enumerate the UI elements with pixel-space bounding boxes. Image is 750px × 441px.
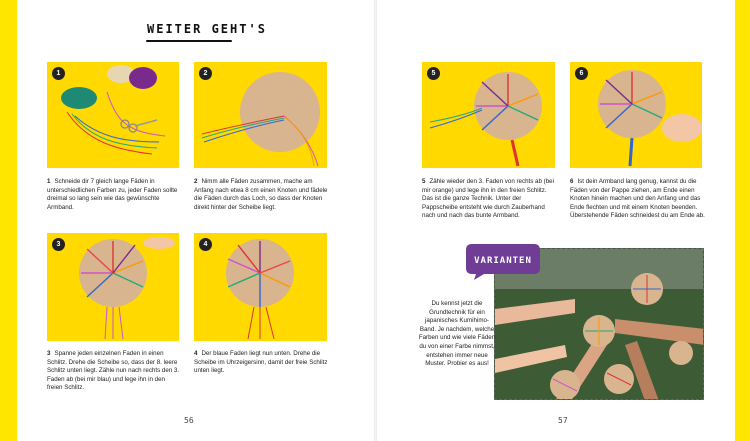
step-2-number: 2 <box>199 67 212 80</box>
step-1-number: 1 <box>52 67 65 80</box>
card-disc-image <box>194 62 327 168</box>
step-4-photo <box>194 233 327 341</box>
page-title: WEITER GEHT'S <box>147 22 267 36</box>
page-number-right: 57 <box>558 416 568 425</box>
title-underline <box>146 40 232 42</box>
step-3-number: 3 <box>52 238 65 251</box>
variants-label: VARIANTEN <box>474 256 532 266</box>
step-6-number: 6 <box>575 67 588 80</box>
step-4-caption: 4 Der blaue Faden liegt nun unten. Drehe die Scheibe im Uhrzeigersinn, damit der freie Schlitz unten liegt. <box>194 350 328 375</box>
braiding-disc-image <box>422 62 555 168</box>
step-6-photo <box>570 62 702 168</box>
kumihimo-disc-rotated-image <box>194 233 327 341</box>
step-4-number: 4 <box>199 238 212 251</box>
step-2-caption: 2 Nimm alle Fäden zusammen, mache am Anfang nach etwa 8 cm einen Knoten und fädele die Fäden durch das Loch, so dass der Knoten direkt hinter der Scheibe liegt. <box>194 178 328 211</box>
step-6-caption: 6 Ist dein Armband lang genug, kannst du die Fäden von der Pappe ziehen, am Ende einen Knoten hinein machen und den Anfang und das Ende flechten und mit einem Knoten beenden. Überstehende Fäden schneidest du am Ende ab. <box>570 178 705 220</box>
step-1-caption: 1 Schneide dir 7 gleich lange Fäden in unterschiedlichen Farben zu, jeder Faden sollte dreimal so lang sein wie das gewünschte Armband. <box>47 178 178 211</box>
book-gutter <box>374 0 377 441</box>
variants-text: Du kennst jetzt die Grundtechnik für ein japanisches Kumihimo-Band. Je nachdem, welche Farben und wie viele Fäden du von einer Farbe nimmst, entstehen immer neue Muster. Probier es aus! <box>418 300 496 368</box>
kumihimo-disc-image <box>47 233 179 341</box>
page-number-left: 56 <box>184 416 194 425</box>
variants-badge <box>462 242 542 280</box>
step-3-photo <box>47 233 179 341</box>
yarn-and-scissors-image <box>47 62 179 168</box>
step-2-photo <box>194 62 327 168</box>
step-3-caption: 3 Spanne jeden einzelnen Faden in einen Schlitz. Drehe die Scheibe so, dass der 8. leere Schlitz unten liegt. Zähle nun nach rechts den 3. Faden ab (bei mir blau) und lege ihn in den freien Schlitz. <box>47 350 180 392</box>
step-1-photo <box>47 62 179 168</box>
step-5-photo <box>422 62 555 168</box>
step-5-caption: 5 Zähle wieder den 3. Faden von rechts ab (bei mir orange) und lege ihn in den freien Schlitz. Das ist die ganze Technik. Unter der Pappscheibe entsteht wie durch Zauberhand nach und nach das bunte Armband. <box>422 178 554 220</box>
left-edge-stripe <box>0 0 17 441</box>
right-edge-stripe <box>735 0 750 441</box>
step-5-number: 5 <box>427 67 440 80</box>
finished-disc-image <box>570 62 702 168</box>
